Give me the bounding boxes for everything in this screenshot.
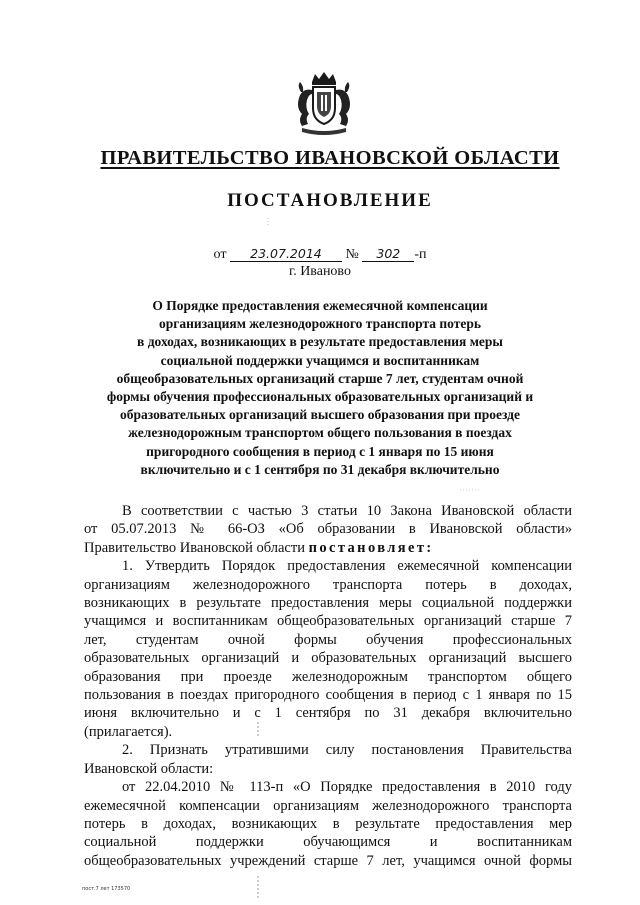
date-label: от — [213, 247, 227, 262]
number-suffix: -п — [414, 247, 427, 262]
decree-word: постановляет: — [308, 539, 434, 556]
body-line: лет, студентам очной формы обучения профессиональных — [84, 631, 572, 648]
number-label: № — [345, 247, 359, 262]
government-title: ПРАВИТЕЛЬСТВО ИВАНОВСКОЙ ОБЛАСТИ — [100, 147, 560, 169]
body-line: В соответствии с частью 3 статьи 10 Закона Ивановской области — [122, 503, 572, 519]
subject-line: пригородного сообщения в период с 1 января по 15 июня — [146, 443, 494, 459]
body-line: 1. Утвердить Порядок предоставления ежемесячной компенсации — [122, 558, 572, 575]
body-line: ежемесячной компенсации организациям железнодорожного транспорта — [84, 797, 572, 814]
body-line: от 22.04.2010 № 113-п «О Порядке предоставления в 2010 году — [122, 779, 572, 796]
body-line: потерь в доходах, возникающих в результате предоставления мер — [84, 815, 572, 832]
subject-line: О Порядке предоставления ежемесячной компенсации — [152, 298, 488, 313]
subject-line: включительно и с 1 сентября по 31 декабря включительно — [140, 461, 500, 477]
preamble-last: Правительство Ивановской области — [84, 539, 305, 556]
subject-line: образовательных организаций высшего образования при проезде — [120, 407, 520, 423]
body-line: образовательных организаций и образовательных организаций высшего — [84, 650, 572, 667]
body-line: общеобразовательных учреждений старше 7 лет, учащимся очной формы — [84, 852, 572, 869]
footer-code: пост.7 лет 173570 — [82, 886, 131, 892]
subject-line: социальной поддержки учащимся и воспитанникам — [160, 352, 480, 368]
body-line: июня включительно и с 1 сентября по 31 декабря включительно — [84, 705, 572, 722]
document-number: 302 — [362, 247, 414, 262]
body-line: образования при проезде железнодорожным транспортом общего — [84, 668, 572, 685]
subject-line: организациям железнодорожного транспорта потерь — [159, 316, 481, 332]
body-line: учащимся и воспитанникам общеобразовательных организаций старше 7 — [84, 613, 572, 630]
document-type: ПОСТАНОВЛЕНИЕ — [227, 190, 433, 211]
body-line: от 05.07.2013 № 66-ОЗ «Об образовании в Ивановской области» — [84, 521, 572, 538]
body-line: возникающих в результате предоставления меры социальной поддержки — [84, 595, 572, 612]
city: г. Иваново — [289, 264, 351, 279]
subject-line: в доходах, возникающих в результате предоставления меры — [137, 334, 503, 350]
body-line: организациям железнодорожного транспорта потерь в доходах, — [84, 576, 572, 593]
subject-line: формы обучения профессиональных образовательных организаций и — [106, 389, 534, 405]
body-line: социальной поддержки обучающимся и воспитанникам — [84, 834, 572, 851]
document-date: 23.07.2014 — [230, 247, 342, 262]
body-line: Ивановской области: — [84, 760, 214, 777]
body-line: (прилагается). — [84, 723, 173, 740]
subject-line: железнодорожным транспортом общего пользования в поездах — [128, 425, 512, 441]
subject-line: общеобразовательных организаций старше 7 лет, студентам очной — [116, 370, 524, 386]
body-line: 2. Признать утратившими силу постановления Правительства — [122, 742, 572, 759]
body-line: пользования в поездах пригородного сообщения в период с 1 января по 15 — [84, 687, 572, 704]
